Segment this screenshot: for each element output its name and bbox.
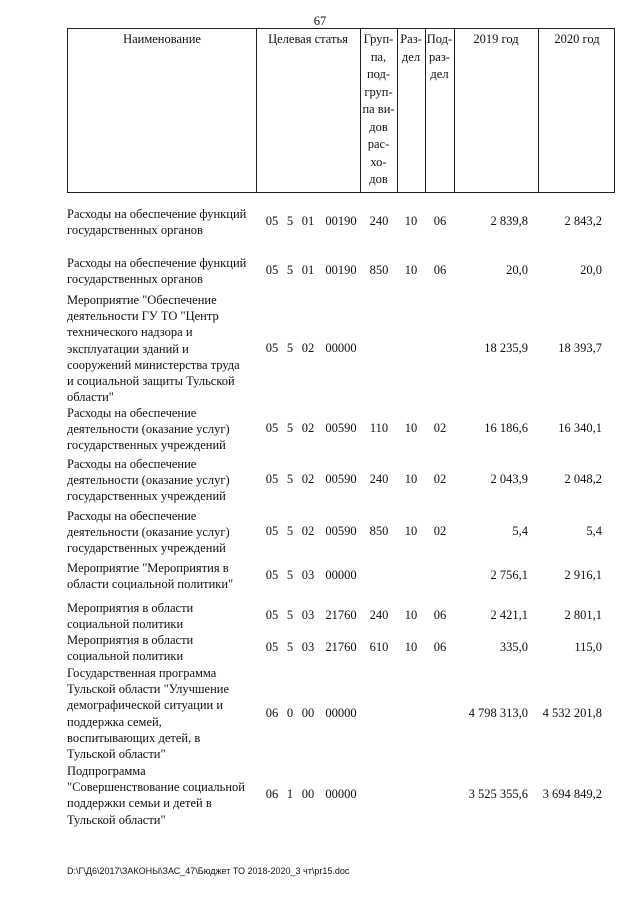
cell-subsection: 02 <box>433 472 447 486</box>
cell-b: 5 <box>286 263 294 277</box>
footer-file-path: D:\Г\Д6\2017\ЗАКОНЫ\ЗАС_47\Бюджет ТО 2018-2020_3 чт\pr15.doc <box>67 866 350 876</box>
row-name: Мероприятие "Обеспечение деятельности ГУ ТО "Центр технического надзора и эксплуатации зданий и сооружений министерства труда и социальной защиты Тульской области" <box>67 293 240 405</box>
cell-y2020: 18 393,7 <box>558 341 602 355</box>
cell-section: 10 <box>404 214 418 228</box>
cell-c: 00 <box>301 706 315 720</box>
cell-y2020: 20,0 <box>580 263 602 277</box>
cell-y2020: 2 843,2 <box>564 214 602 228</box>
row-name: Мероприятие "Мероприятия в области социальной политики" <box>67 561 234 592</box>
cell-d: 00190 <box>325 214 357 228</box>
cell-d: 00000 <box>325 787 357 801</box>
cell-y2020: 3 694 849,2 <box>542 787 602 801</box>
cell-d: 00590 <box>325 421 357 435</box>
cell-section: 10 <box>404 421 418 435</box>
header-section: Раз- дел <box>400 32 422 64</box>
cell-d: 00000 <box>325 568 357 582</box>
cell-b: 5 <box>286 568 294 582</box>
cell-a: 05 <box>265 524 279 538</box>
cell-group: 240 <box>369 214 389 228</box>
cell-c: 02 <box>301 341 315 355</box>
cell-y2020: 2 048,2 <box>564 472 602 486</box>
cell-subsection: 06 <box>433 640 447 654</box>
cell-y2019: 2 839,8 <box>490 214 528 228</box>
cell-c: 01 <box>301 214 315 228</box>
row-name: Расходы на обеспечение функций государственных органов <box>67 207 247 238</box>
cell-section: 10 <box>404 640 418 654</box>
cell-b: 5 <box>286 341 294 355</box>
cell-group: 240 <box>369 472 389 486</box>
cell-c: 02 <box>301 421 315 435</box>
cell-d: 00190 <box>325 263 357 277</box>
row-name: Расходы на обеспечение деятельности (оказание услуг) государственных учреждений <box>67 457 230 504</box>
row-name: Расходы на обеспечение деятельности (оказание услуг) государственных учреждений <box>67 406 230 453</box>
cell-a: 06 <box>265 706 279 720</box>
cell-subsection: 06 <box>433 263 447 277</box>
cell-d: 21760 <box>325 640 357 654</box>
cell-a: 05 <box>265 341 279 355</box>
cell-subsection: 06 <box>433 608 447 622</box>
cell-d: 00590 <box>325 472 357 486</box>
cell-y2020: 4 532 201,8 <box>542 706 602 720</box>
cell-b: 5 <box>286 214 294 228</box>
cell-subsection: 02 <box>433 524 447 538</box>
cell-section: 10 <box>404 472 418 486</box>
header-name: Наименование <box>123 32 201 46</box>
cell-c: 02 <box>301 472 315 486</box>
cell-a: 05 <box>265 421 279 435</box>
cell-a: 05 <box>265 568 279 582</box>
row-name: Мероприятия в области социальной политики <box>67 633 194 664</box>
header-2019: 2019 год <box>473 32 519 46</box>
cell-group: 240 <box>369 608 389 622</box>
cell-group: 110 <box>369 421 389 435</box>
cell-group: 610 <box>369 640 389 654</box>
cell-c: 01 <box>301 263 315 277</box>
cell-a: 06 <box>265 787 279 801</box>
cell-y2019: 16 186,6 <box>484 421 528 435</box>
row-name: Мероприятия в области социальной политики <box>67 601 194 632</box>
cell-a: 05 <box>265 608 279 622</box>
cell-c: 00 <box>301 787 315 801</box>
cell-b: 0 <box>286 706 294 720</box>
cell-b: 1 <box>286 787 294 801</box>
cell-y2020: 2 801,1 <box>564 608 602 622</box>
cell-a: 05 <box>265 214 279 228</box>
cell-y2019: 4 798 313,0 <box>468 706 528 720</box>
cell-c: 03 <box>301 640 315 654</box>
cell-y2020: 2 916,1 <box>564 568 602 582</box>
cell-y2020: 5,4 <box>586 524 602 538</box>
cell-y2019: 335,0 <box>499 640 528 654</box>
cell-y2019: 2 043,9 <box>490 472 528 486</box>
cell-y2019: 2 421,1 <box>490 608 528 622</box>
cell-b: 5 <box>286 524 294 538</box>
cell-y2019: 5,4 <box>512 524 528 538</box>
header-group: Груп- па, под- груп- па ви- дов рас- хо- дов <box>362 32 395 186</box>
cell-b: 5 <box>286 472 294 486</box>
header-subsection: Под- раз- дел <box>426 32 453 81</box>
page-number: 67 <box>313 14 327 28</box>
row-name: Расходы на обеспечение функций государственных органов <box>67 256 247 287</box>
cell-subsection: 06 <box>433 214 447 228</box>
cell-d: 21760 <box>325 608 357 622</box>
cell-b: 5 <box>286 608 294 622</box>
cell-group: 850 <box>369 524 389 538</box>
cell-section: 10 <box>404 524 418 538</box>
row-name: Расходы на обеспечение деятельности (оказание услуг) государственных учреждений <box>67 509 230 556</box>
cell-y2019: 18 235,9 <box>484 341 528 355</box>
header-target: Целевая статья <box>268 32 348 46</box>
table-header <box>67 28 615 193</box>
cell-d: 00590 <box>325 524 357 538</box>
cell-d: 00000 <box>325 706 357 720</box>
cell-section: 10 <box>404 608 418 622</box>
cell-y2019: 3 525 355,6 <box>468 787 528 801</box>
cell-a: 05 <box>265 640 279 654</box>
header-2020: 2020 год <box>554 32 600 46</box>
cell-b: 5 <box>286 421 294 435</box>
cell-c: 03 <box>301 568 315 582</box>
cell-c: 02 <box>301 524 315 538</box>
cell-y2019: 20,0 <box>506 263 528 277</box>
cell-d: 00000 <box>325 341 357 355</box>
cell-c: 03 <box>301 608 315 622</box>
cell-y2019: 2 756,1 <box>490 568 528 582</box>
row-name: Государственная программа Тульской области "Улучшение демографической ситуации и поддержка семей, воспитывающих детей, в Тульской области" <box>67 666 230 762</box>
cell-a: 05 <box>265 263 279 277</box>
cell-subsection: 02 <box>433 421 447 435</box>
cell-y2020: 16 340,1 <box>558 421 602 435</box>
cell-group: 850 <box>369 263 389 277</box>
row-name: Подпрограмма "Совершенствование социальной поддержки семьи и детей в Тульской области" <box>67 764 245 827</box>
cell-section: 10 <box>404 263 418 277</box>
cell-a: 05 <box>265 472 279 486</box>
cell-b: 5 <box>286 640 294 654</box>
cell-y2020: 115,0 <box>574 640 602 654</box>
